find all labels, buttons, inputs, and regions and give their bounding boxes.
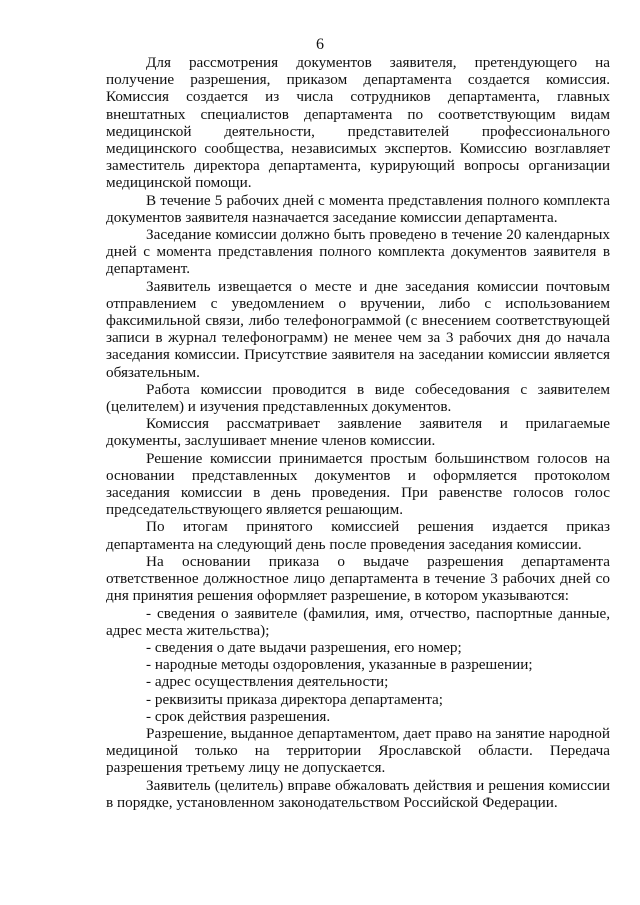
paragraph-applicant-notification: Заявитель извещается о месте и дне заседания комиссии почтовым отправлением с уведомлением о вручении, либо с использованием факсимильной связи, либо телефонограммой (с внесением соответствующей записи в журнал телефонограмм) не менее чем за 3 рабочих дня до начала заседания комиссии. Присутствие заявителя на заседании комиссии является обязательным.	[106, 277, 610, 381]
list-item: - реквизиты приказа директора департамента;	[146, 690, 443, 708]
list-item: - срок действия разрешения.	[146, 707, 331, 725]
paragraph-order: По итогам принятого комиссией решения издается приказ департамента на следующий день после проведения заседания комиссии.	[106, 518, 610, 553]
paragraph-interview: Работа комиссии проводится в виде собеседования с заявителем (целителем) и изучения представленных документов.	[106, 380, 610, 416]
document-body	[106, 54, 610, 811]
paragraph-commission-creation: Для рассмотрения документов заявителя, претендующего на получение разрешения, приказом департамента создается комиссия. Комиссия создается из числа сотрудников департамента, главных внештатных специалистов департамента по соответствующим видам медицинской деятельности, представителей профессионального медицинского сообщества, независимых экспертов. Комиссию возглавляет заместитель директора департамента, курирующий вопросы организации медицинской помощи.	[106, 54, 610, 192]
paragraph-permit-issuance: На основании приказа о выдаче разрешения департамента ответственное должностное лицо департамента в течение 3 рабочих дней со дня принятия решения оформляет разрешение, в котором указываются:	[106, 552, 610, 605]
paragraph-appeal: Заявитель (целитель) вправе обжаловать действия и решения комиссии в порядке, установленном законодательством Российской Федерации.	[106, 776, 610, 811]
list-item: - сведения о заявителе (фамилия, имя, отчество, паспортные данные, адрес места жительства);	[106, 604, 610, 639]
paragraph-meeting-deadline: Заседание комиссии должно быть проведено в течение 20 календарных дней с момента представления полного комплекта документов заявителя в департамент.	[106, 226, 610, 278]
paragraph-review: Комиссия рассматривает заявление заявителя и прилагаемые документы, заслушивает мнение членов комиссии.	[106, 415, 610, 450]
list-item: - сведения о дате выдачи разрешения, его номер;	[146, 638, 462, 656]
paragraph-meeting-scheduling: В течение 5 рабочих дней с момента представления полного комплекта документов заявителя назначается заседание комиссии департамента.	[106, 191, 610, 226]
paragraph-permit-rights: Разрешение, выданное департаментом, дает право на занятие народной медициной только на территории Ярославской области. Передача разрешения третьему лицу не допускается.	[106, 724, 610, 777]
page-number: 6	[316, 36, 324, 53]
list-item: - адрес осуществления деятельности;	[146, 673, 389, 691]
paragraph-decision: Решение комиссии принимается простым большинством голосов на основании представленных документов и оформляется протоколом заседания комиссии в день проведения. При равенстве голосов голос председательствующего является решающим.	[106, 449, 610, 519]
list-item: - народные методы оздоровления, указанные в разрешении;	[146, 656, 533, 674]
